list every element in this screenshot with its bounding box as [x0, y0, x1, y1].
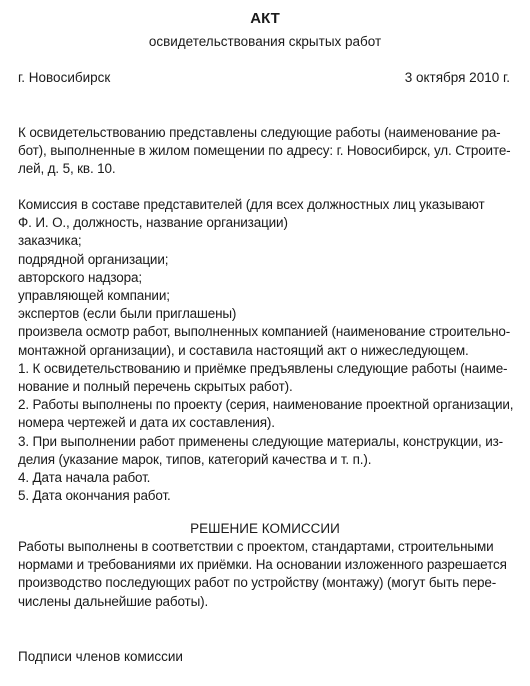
list-item: экспертов (если были приглашены)	[18, 306, 237, 322]
numbered-item: 2. Работы выполнены по проекту (серия, наименование проектной организации,	[18, 397, 514, 413]
document-title: АКТ	[250, 10, 280, 27]
text-line: нормами и требованиями их приёмки. На основании изложенного разрешается	[18, 557, 507, 573]
text-line: делия (указание марок, типов, категорий качества и т. п.).	[18, 451, 372, 467]
list-item: заказчика;	[18, 233, 82, 249]
text-line: К освидетельствованию представлены следующие работы (наименование ра-	[18, 125, 501, 140]
numbered-item: 5. Дата окончания работ.	[18, 488, 171, 504]
text-line: Комиссия в составе представителей (для всех должностных лиц указывают	[18, 197, 485, 212]
text-line: номера чертежей и дата их составления).	[18, 415, 275, 431]
city: г. Новосибирск	[18, 70, 111, 85]
list-item: подрядной организации;	[18, 251, 169, 267]
numbered-item: 1. К освидетельствованию и приёмке предъявлены следующие работы (наиме-	[18, 360, 508, 376]
text-line: производство последующих работ по устройству (монтажу) (могут быть пере-	[18, 575, 497, 591]
document-subtitle: освидетельствования скрытых работ	[148, 34, 382, 49]
text-line: Работы выполнены в соответствии с проектом, стандартами, строительными	[18, 539, 494, 554]
text-line: монтажной организации), и составила настоящий акт о нижеследующем.	[18, 342, 469, 358]
place-date-row	[18, 69, 510, 86]
numbered-item: 4. Дата начала работ.	[18, 470, 151, 486]
text-line: нование и полный перечень скрытых работ).	[18, 379, 293, 395]
list-item: авторского надзора;	[18, 269, 142, 285]
decision-heading: РЕШЕНИЕ КОМИССИИ	[190, 521, 340, 536]
list-item: управляющей компании;	[18, 288, 170, 304]
commission-paragraph	[18, 196, 518, 505]
signatures-label: Подписи членов комиссии	[18, 649, 183, 664]
text-line: Ф. И. О., должность, название организации)	[18, 215, 288, 231]
text-line: лей, д. 5, кв. 10.	[18, 161, 116, 177]
decision-paragraph	[18, 538, 518, 611]
document-date: 3 октября 2010 г.	[404, 70, 510, 85]
intro-paragraph	[18, 124, 518, 179]
text-line: числены дальнейшие работы).	[18, 593, 209, 609]
text-line: произвела осмотр работ, выполненных компанией (наименование строительно-	[18, 324, 511, 340]
text-line: бот), выполненные в жилом помещении по адресу: г. Новосибирск, ул. Строите-	[18, 143, 511, 159]
numbered-item: 3. При выполнении работ применены следующие материалы, конструкции, из-	[18, 433, 503, 449]
